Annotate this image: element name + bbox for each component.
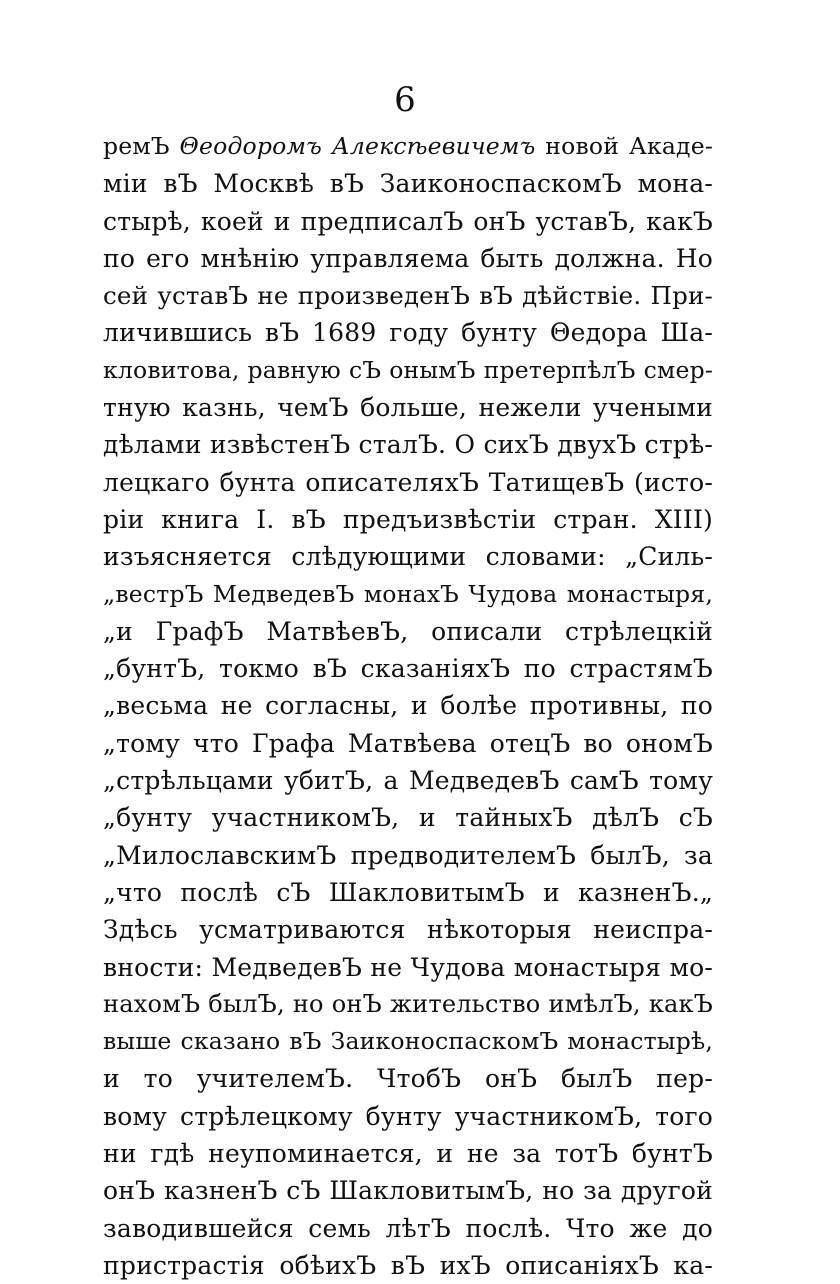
- text-line: вому стрѣлецкому бунту участникомЪ, того: [103, 1101, 713, 1131]
- text-line: по его мнѣнію управляема быть должна. Но: [103, 243, 713, 273]
- text-line: тную казнь, чемЪ больше, нежели учеными: [103, 393, 713, 423]
- text-line: заводившейся семь лѣтЪ послѣ. Что же до: [103, 1213, 713, 1243]
- text-line: „и ГрафЪ МатвѣевЪ, описали стрѣлецкій: [103, 616, 713, 646]
- line-text: новой Акаде-: [535, 132, 713, 160]
- text-line: личившись вЪ 1689 году бунту Θедора Ша-: [103, 318, 713, 348]
- text-line: „весьма не согласны, и болѣе противны, по: [103, 691, 713, 721]
- text-line: [103, 128, 713, 165]
- text-line: кловитова, равную сЪ онымЪ претерпѣлЪ смер-: [103, 355, 713, 384]
- body-text: [103, 128, 713, 1284]
- text-line: и то учителемЪ. ЧтобЪ онЪ былЪ пер-: [103, 1064, 713, 1094]
- text-line: лецкаго бунта описателяхЪ ТатищевЪ (исто-: [103, 467, 713, 497]
- text-line: „вестрЪ МедведевЪ монахЪ Чудова монастыря,: [103, 579, 713, 608]
- text-line: вности: МедведевЪ не Чудова монастыря мо-: [103, 952, 713, 982]
- text-line: ни гдѣ неупоминается, и не за тотЪ бунтЪ: [103, 1139, 713, 1169]
- page-number: 6: [394, 80, 416, 120]
- text-line: стырѣ, коей и предписалЪ онЪ уставЪ, какЪ: [103, 206, 713, 236]
- text-line: „бунтЪ, токмо вЪ сказаніяхЪ по страстямЪ: [103, 654, 713, 684]
- text-line: „МилославскимЪ предводителемЪ былЪ, за: [103, 840, 713, 870]
- text-line: ріи книга I. вЪ предъизвѣстіи стран. XIII): [103, 504, 713, 534]
- text-line: „тому что Графа Матвѣева отецЪ во ономЪ: [103, 728, 713, 758]
- text-line: Здѣсь усматриваются нѣкоторыя неиспра-: [103, 915, 713, 945]
- text-line: „что послѣ сЪ ШакловитымЪ и казненЪ.„: [103, 877, 713, 907]
- text-line: выше сказано вЪ ЗаиконоспаскомЪ монастырѣ,: [103, 1027, 713, 1056]
- line-text: ремЪ: [103, 132, 180, 160]
- italic-name: Θеодоромъ Алексѣевичемъ: [179, 132, 536, 160]
- text-line: сей уставЪ не произведенЪ вЪ дѣйствіе. При-: [103, 281, 713, 311]
- text-line: изъясняется слѣдующими словами: „Силь-: [103, 542, 713, 572]
- text-line: „стрѣльцами убитЪ, а МедведевЪ самЪ тому: [103, 766, 713, 796]
- text-line: онЪ казненЪ сЪ ШакловитымЪ, но за другой: [103, 1176, 713, 1206]
- text-line: нахомЪ былЪ, но онЪ жительство имѣлЪ, какЪ: [103, 989, 713, 1018]
- text-line: пристрастія обѣихЪ вЪ ихЪ описаніяхЪ ка-: [103, 1250, 713, 1280]
- text-line: дѣлами извѣстенЪ сталЪ. О сихЪ двухЪ стрѣ-: [103, 430, 713, 460]
- text-line: „бунту участникомЪ, и тайныхЪ дѣлЪ сЪ: [103, 803, 713, 833]
- text-line: міи вЪ Москвѣ вЪ ЗаиконоспаскомЪ мона-: [103, 169, 713, 199]
